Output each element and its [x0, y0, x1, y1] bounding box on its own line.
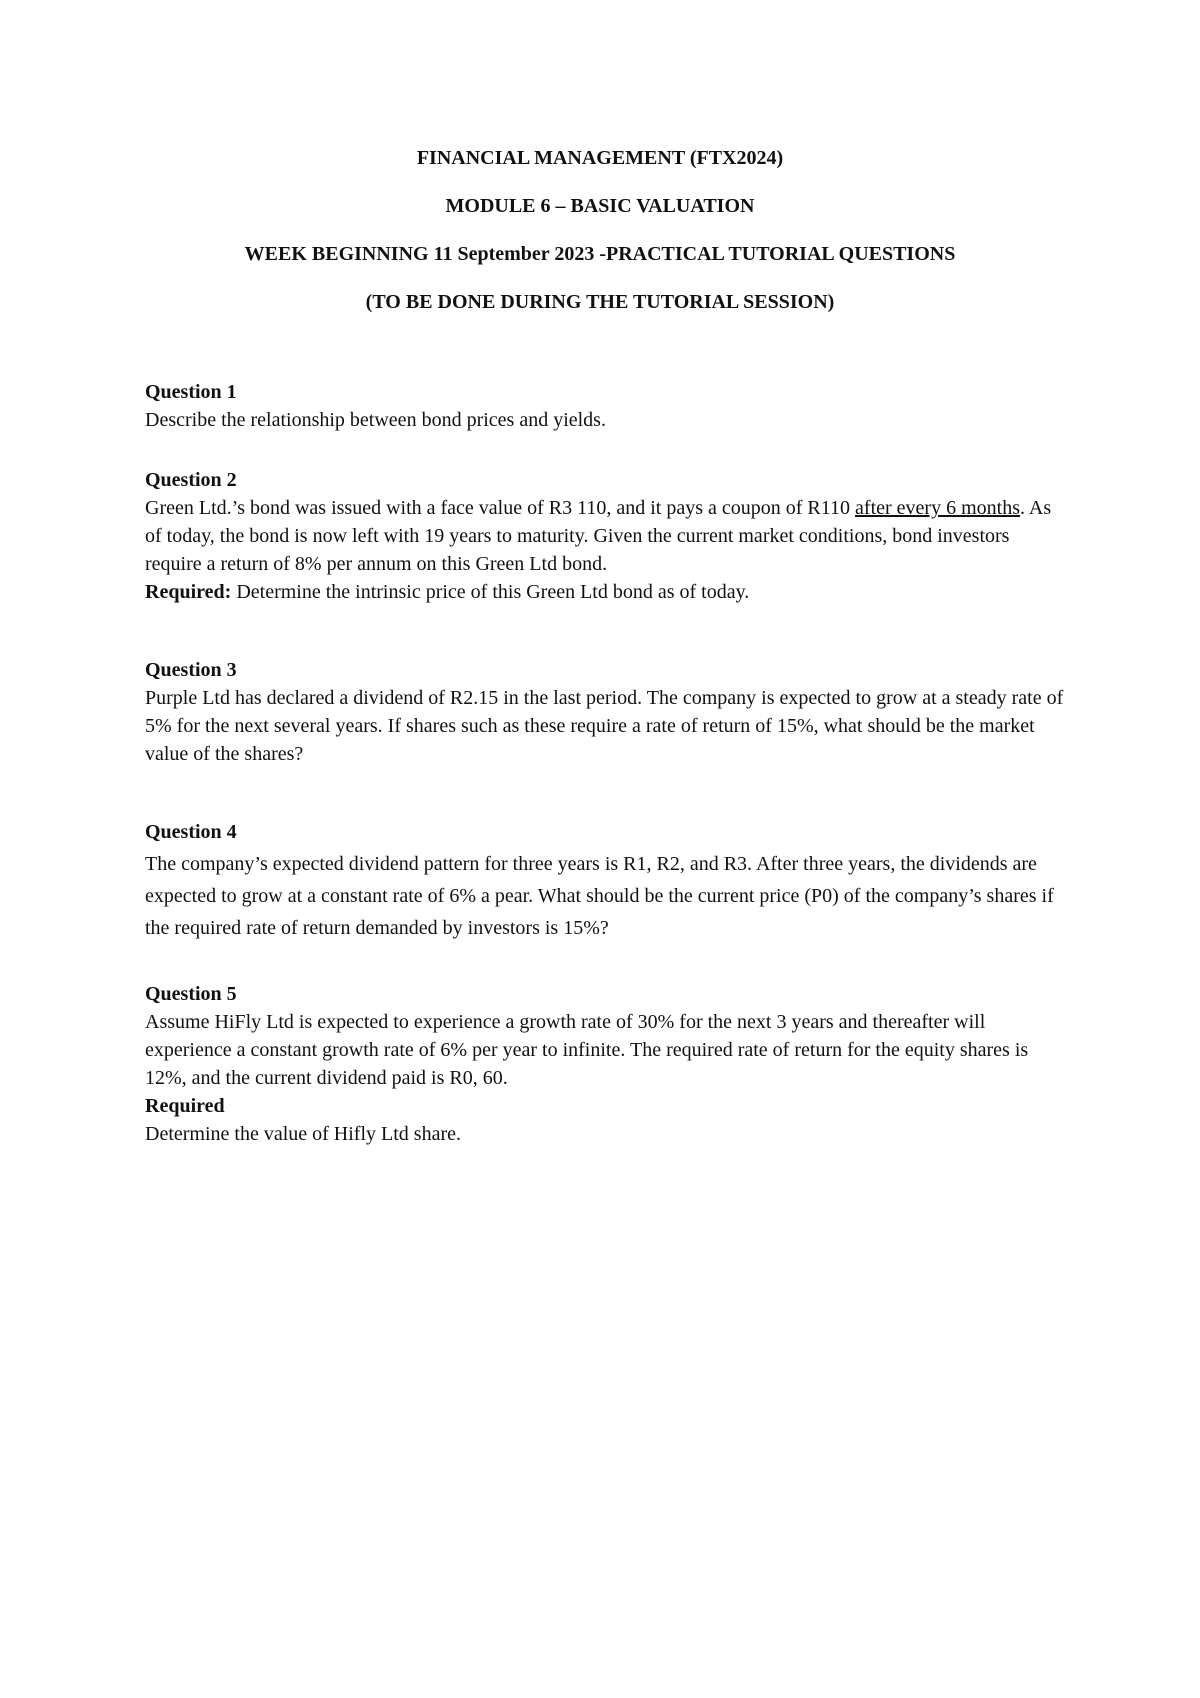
question-2	[145, 466, 1070, 606]
questions-section	[145, 378, 1070, 1148]
question-1	[145, 378, 1070, 434]
question-2-text-start: Green Ltd.’s bond was issued with a face value of R3 110, and it pays a coupon of R110	[145, 497, 856, 519]
question-3-title: Question 3	[145, 659, 237, 681]
question-1-title: Question 1	[145, 381, 237, 403]
question-5	[145, 980, 1070, 1148]
week-title: WEEK BEGINNING 11 September 2023 -PRACTICAL TUTORIAL QUESTIONS	[244, 243, 956, 265]
question-5-body: Assume HiFly Ltd is expected to experience a growth rate of 30% for the next 3 years and thereafter will experience a constant growth rate of 6% per year to infinite. The required rate of return for the equity shares is 12%, and the current dividend paid is R0, 60.	[145, 1011, 1029, 1089]
question-1-body: Describe the relationship between bond prices and yields.	[145, 409, 606, 431]
question-4-title: Question 4	[145, 821, 237, 843]
question-3	[145, 656, 1070, 768]
question-4	[145, 818, 1070, 944]
question-4-body: The company’s expected dividend pattern for three years is R1, R2, and R3. After three years, the dividends are expected to grow at a constant rate of 6% a pear. What should be the current price (P0) of the company’s shares if the required rate of return demanded by investors is 15%?	[145, 853, 1054, 939]
course-title: FINANCIAL MANAGEMENT (FTX2024)	[416, 147, 784, 169]
question-2-title: Question 2	[145, 469, 237, 491]
question-2-underlined-text: after every 6 months	[855, 497, 1020, 519]
session-note: (TO BE DONE DURING THE TUTORIAL SESSION)	[365, 291, 835, 313]
question-2-text-end: . As of today, the bond is now left with 19 years to maturity. Given the current market conditions, bond investors require a return of 8% per annum on this Green Ltd bond.	[145, 497, 1052, 575]
question-3-body: Purple Ltd has declared a dividend of R2.15 in the last period. The company is expected to grow at a steady rate of 5% for the next several years. If shares such as these require a rate of return of 15%, what should be the market value of the shares?	[145, 687, 1064, 765]
question-2-required-label: Required:	[145, 581, 232, 603]
module-title: MODULE 6 – BASIC VALUATION	[445, 195, 755, 217]
question-5-title: Question 5	[145, 983, 237, 1005]
question-2-body	[145, 494, 1070, 606]
question-5-required-text: Determine the value of Hifly Ltd share.	[145, 1123, 461, 1145]
document-header	[0, 146, 1200, 338]
question-5-required-label: Required	[145, 1095, 225, 1117]
question-2-required-text: Determine the intrinsic price of this Green Ltd bond as of today.	[231, 581, 750, 603]
